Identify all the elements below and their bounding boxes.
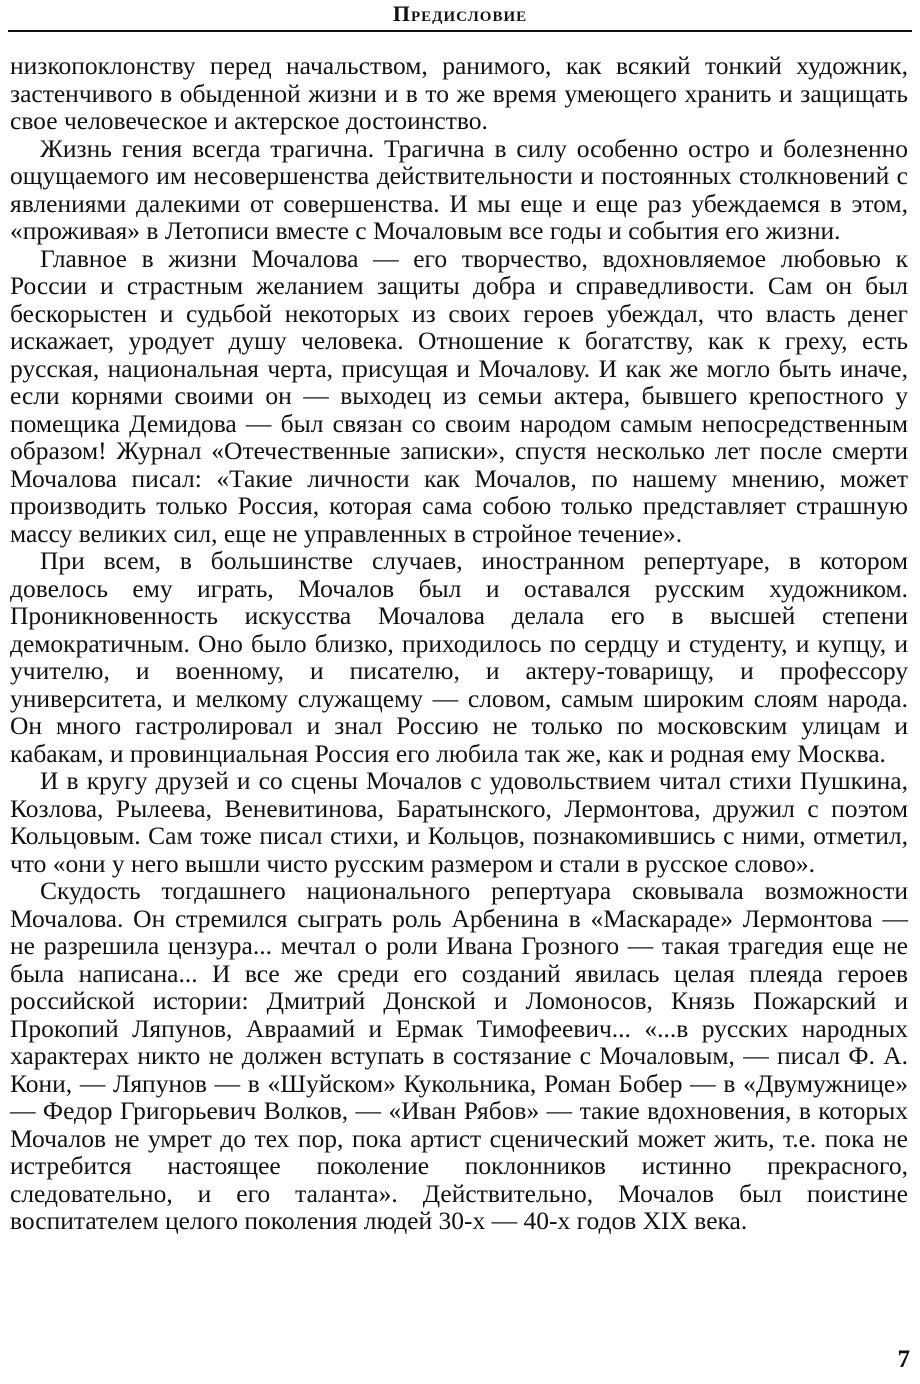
paragraph: И в кругу друзей и со сцены Мочалов с удовольствием читал стихи Пушкина, Козлова, Рылеева, Веневитинова, Баратынского, Лермонтова, дружил с поэтом Кольцовым. Сам тоже писал стихи, и Кольцов, познакомившись с ними, отметил, что «они у него вышли чисто русским размером и стали в русское слово». [10, 766, 908, 878]
running-head: Предисловие [392, 1, 528, 26]
page-number: 7 [897, 1346, 910, 1373]
paragraph: При всем, в большинстве случаев, иностранном репертуаре, в котором довелось ему играть, Мочалов был и оставался русским художником. Проникновенность искусства Мочалова делала его в высшей степени демократичным. Оно было близко, приходилось по сердцу и студенту, и купцу, и учителю, и военному, и писателю, и актеру-товарищу, и профессору университета, и мелкому служащему — словом, самым широким слоям народа. Он много гастролировал и знал Россию не только по московским улицам и кабакам, и провинциальная Россия его любила так же, как и родная ему Москва. [10, 546, 908, 768]
header-rule [8, 30, 912, 32]
paragraph: Главное в жизни Мочалова — его творчество, вдохновляемое любовью к России и страстным желанием защиты добра и справедливости. Сам он был бескорыстен и судьбой некоторых из своих героев убеждал, что власть денег искажает, уродует душу человека. Отношение к богатству, как к греху, есть русская, национальная черта, присущая и Мочалову. И как же могло быть иначе, если корнями своими он — выходец из семьи актера, бывшего крепостного у помещика Демидова — был связан со своим народом самым непосредственным образом! Журнал «Отечественные записки», спустя несколько лет после смерти Мочалова писал: «Такие личности как Мочалов, по нашему мнению, может производить только Россия, которая сама собою только представляет страшную массу великих сил, еще не управленных в стройное течение». [10, 243, 908, 548]
body-text [10, 52, 908, 1235]
paragraph: Скудость тогдашнего национального репертуара сковывала возможности Мочалова. Он стремился сыграть роль Арбенина в «Маскараде» Лермонтова — не разрешила цензура... мечтал о роли Ивана Грозного — такая трагедия еще не была написана... И все же среди его созданий явилась целая плеяда героев российской истории: Дмитрий Донской и Ломоносов, Князь Пожарский и Прокопий Ляпунов, Авраамий и Ермак Тимофеевич... «...в русских народных характерах никто не должен вступать в состязание с Мочаловым, — писал Ф. А. Кони, — Ляпунов — в «Шуйском» Кукольника, Роман Бобер — в «Двумужнице» — Федор Григорьевич Волков, — «Иван Рябов» — такие вдохновения, в которых Мочалов не умрет до тех пор, пока артист сценический может жить, т.е. пока не истребится настоящее поколение поклонников истинно прекрасного, следовательно, и его таланта». Действительно, Мочалов был поистине воспитателем целого поколения людей 30-х — 40-х годов XIX века. [10, 876, 908, 1235]
paragraph: Жизнь гения всегда трагична. Трагична в силу особенно остро и болезненно ощущаемого им несовершенства действительности и постоянных столкновений с явлениями далекими от совершенства. И мы еще и еще раз убеждаемся в этом, «проживая» в Летописи вместе с Мочаловым все годы и события его жизни. [10, 133, 908, 245]
paragraph: низкопоклонству перед начальством, ранимого, как всякий тонкий художник, застенчивого в обыденной жизни и в то же время умеющего хранить и защищать свое человеческое и актерское достоинство. [10, 51, 908, 135]
